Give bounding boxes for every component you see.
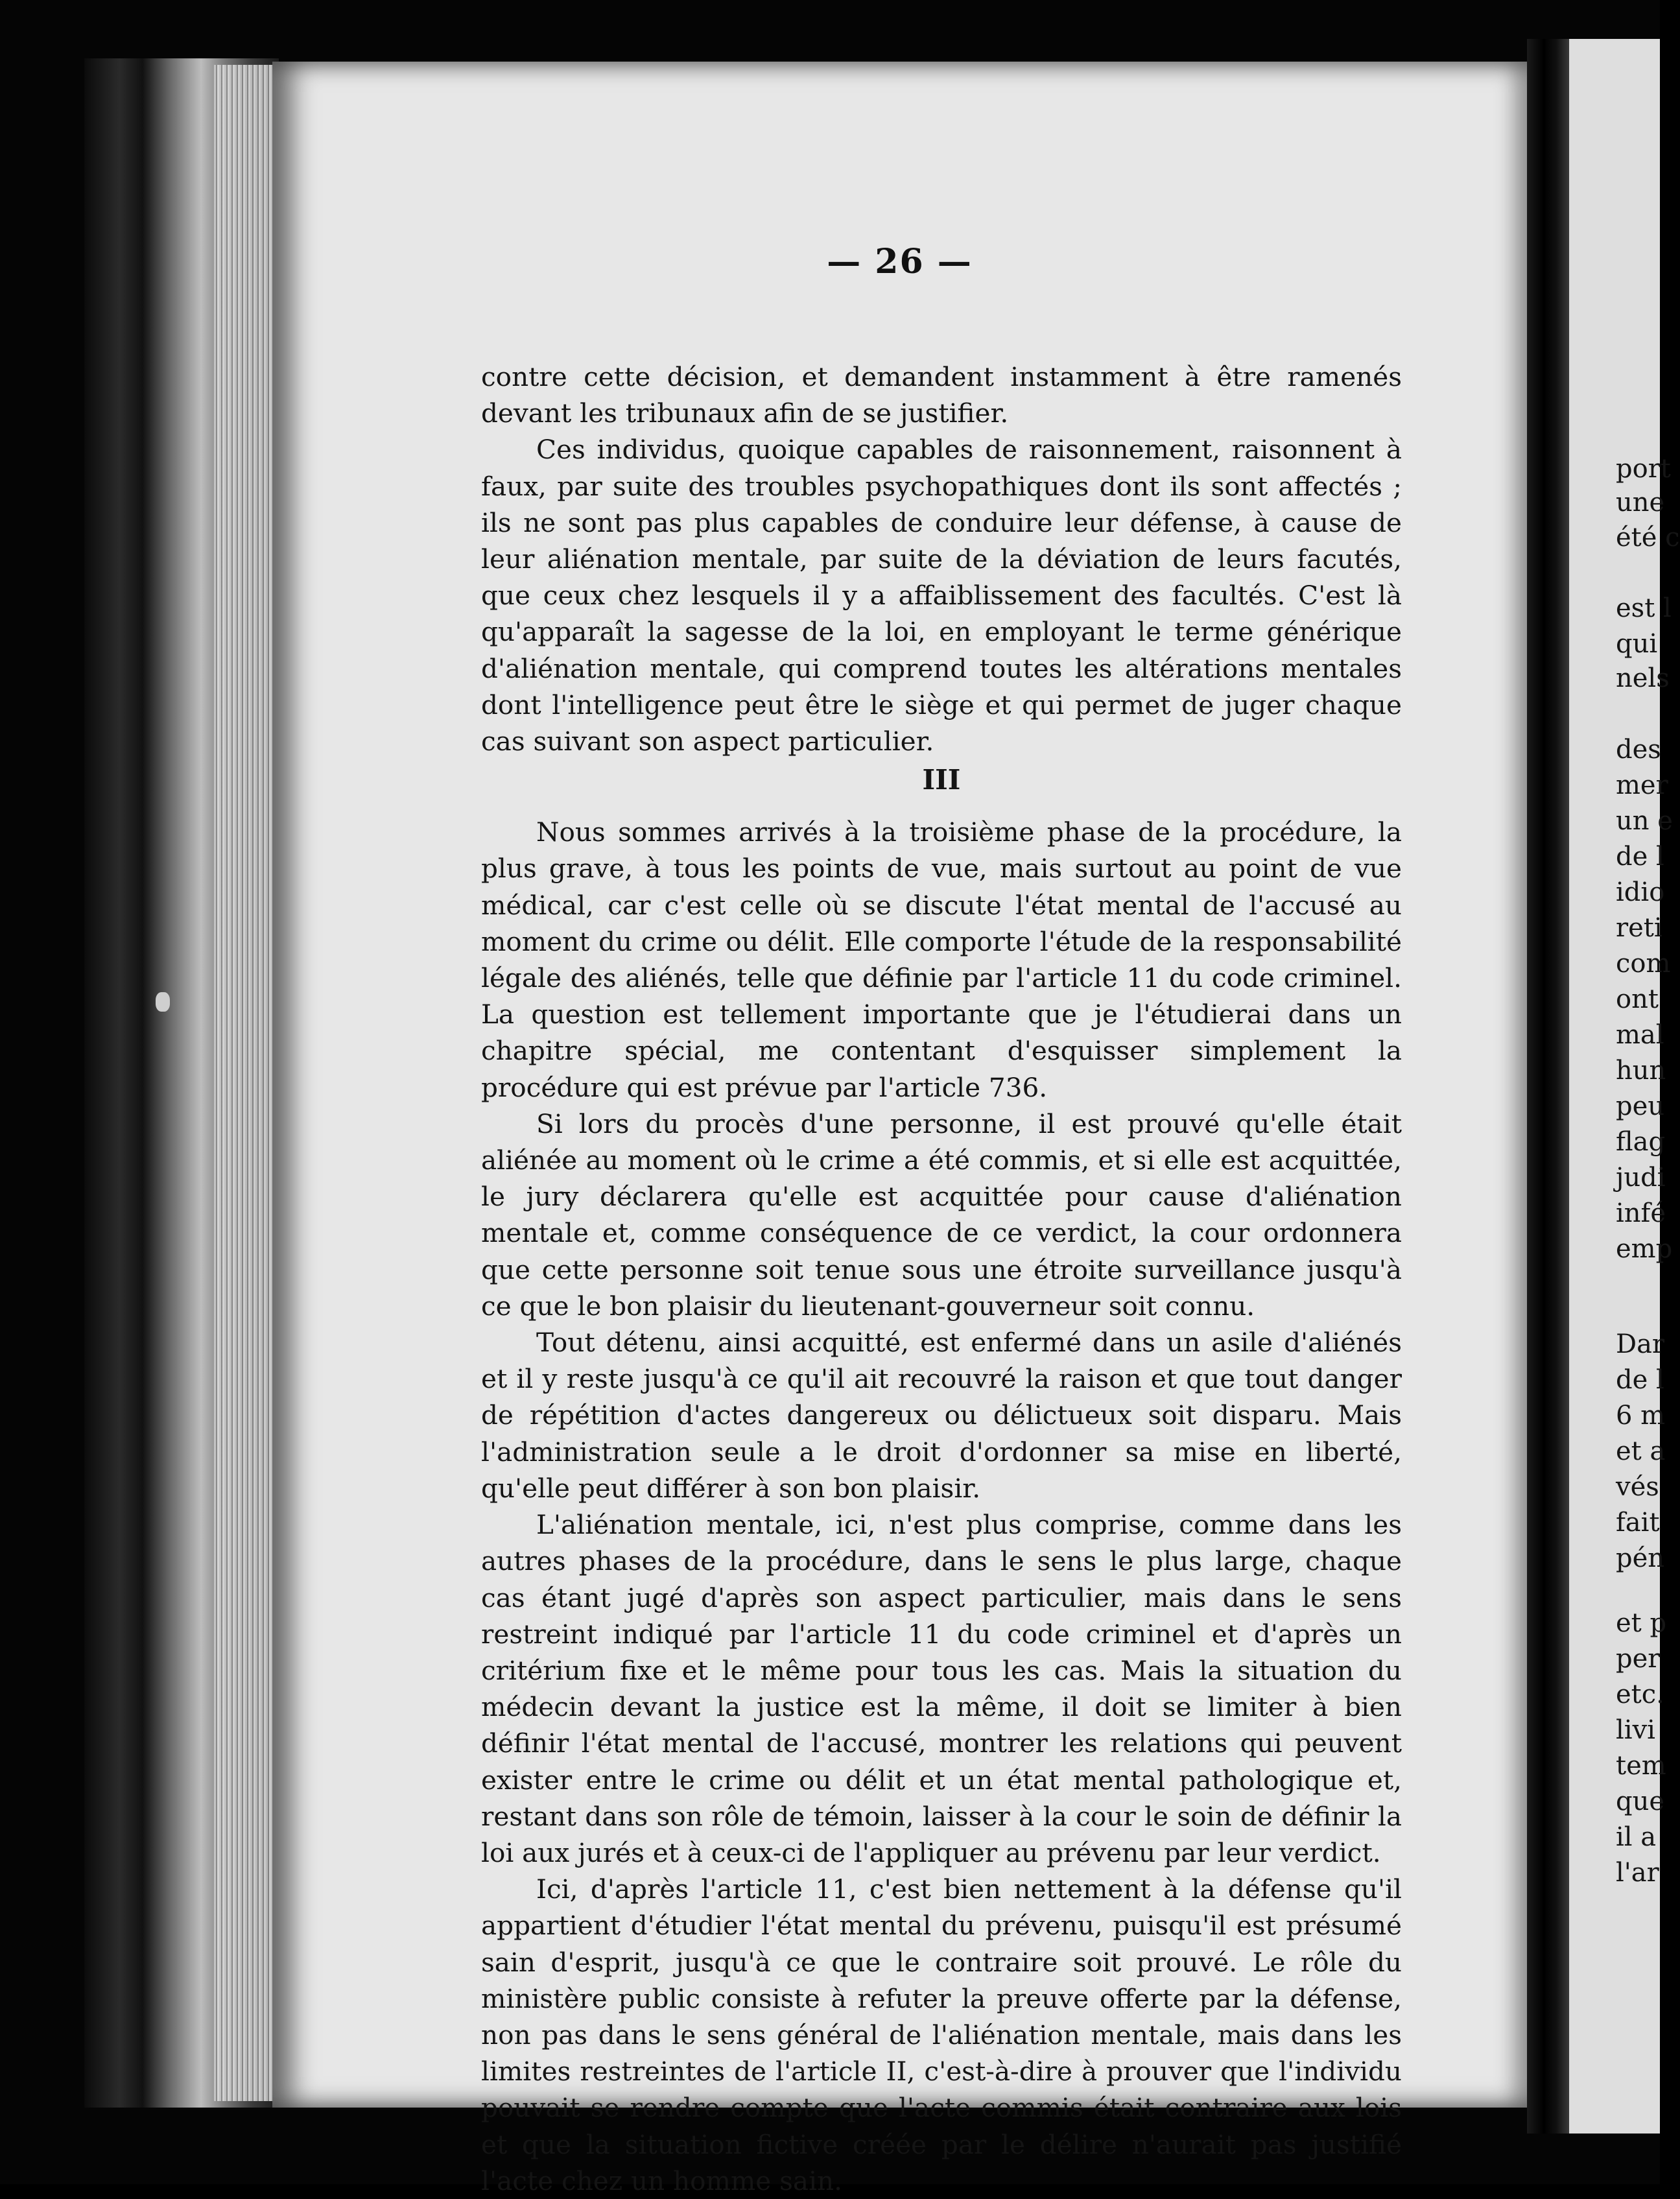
adjacent-page-fragment: de l xyxy=(1616,1365,1664,1395)
adjacent-page-fragment: que xyxy=(1616,1787,1665,1816)
adjacent-page-fragment: pén xyxy=(1616,1543,1665,1573)
paragraph: Si lors du procès d'une personne, il est prouvé qu'elle était aliénée au moment où le crime a été commis, et si elle est acquittée, le jury déclarera qu'elle est acquittée pour cause d'aliénation mentale et, comme conséquence de ce verdict, la cour ordonnera que cette personne soit tenue sous une étroite surveillance jusqu'à ce que le bon plaisir du lieutenant-gouverneur soit connu. xyxy=(481,1108,1402,1322)
adjacent-page-fragment: tem xyxy=(1616,1751,1666,1781)
adjacent-page-fragment: etc. xyxy=(1616,1680,1664,1709)
adjacent-page-fragment: emp xyxy=(1616,1234,1673,1264)
adjacent-page-fragment: de l xyxy=(1616,842,1664,872)
adjacent-page-fragment: reti xyxy=(1616,913,1662,943)
page-body xyxy=(481,359,1402,2199)
paragraph: Nous sommes arrivés à la troisième phase de la procédure, la plus grave, à tous les points de vue, mais surtout au point de vue médical, car c'est celle où se discute l'état mental de l'accusé au moment du crime ou délit. Elle comporte l'étude de la responsabilité légale des aliénés, telle que définie par l'article 11 du code criminel. La question est tellement importante que je l'étudierai dans un chapitre spécial, me contentant d'esquisser simplement la procédure qui est prévue par l'article 736. xyxy=(481,816,1402,1103)
paragraph: Tout détenu, ainsi acquitté, est enfermé dans un asile d'aliénés et il y reste jusqu'à ce qu'il ait recouvré la raison et que tout danger de répétition d'actes dangereux ou délictueux soit disparu. Mais l'administration seule a le droit d'ordonner sa mise en liberté, qu'elle peut différer à son bon plaisir. xyxy=(481,1327,1402,1504)
adjacent-page-fragment: mal xyxy=(1616,1020,1664,1050)
adjacent-page-fragment: et a xyxy=(1616,1436,1666,1466)
adjacent-page-fragment: Dar xyxy=(1616,1329,1665,1359)
paragraph: L'aliénation mentale, ici, n'est plus comprise, comme dans les autres phases de la procédure, dans le sens le plus large, chaque cas étant jugé d'après son aspect particulier, mais dans le sens restreint indiqué par l'article 11 du code criminel et d'après un critérium fixe et le même pour tous les cas. Mais la situation du médecin devant la justice est la même, il doit se limiter à bien définir l'état mental de l'accusé, montrer les relations qui peuvent exister entre le crime ou délit et un état mental pathologique et, restant dans son rôle de témoin, laisser à la cour le soin de définir la loi aux jurés et à ceux-ci de l'appliquer au prévenu par leur verdict. xyxy=(481,1509,1402,1868)
adjacent-page-fragment: per xyxy=(1616,1644,1661,1674)
adjacent-page-fragment: judi xyxy=(1616,1163,1666,1193)
adjacent-page-fragment: 6 m xyxy=(1616,1401,1666,1431)
adjacent-page-fragment: flag xyxy=(1616,1127,1666,1157)
adjacent-page-fragment: hun xyxy=(1616,1056,1666,1086)
paragraph: Ces individus, quoique capables de raisonnement, raisonnent à faux, par suite des troubles psychopathiques dont ils sont affectés ; ils ne sont pas plus capables de conduire leur défense, à cause de leur aliénation mentale, par suite de la déviation de leurs facutés, que ceux chez lesquels il y a affaiblissement des facultés. C'est là qu'apparaît la sagesse de la loi, en employant le terme générique d'aliénation mentale, qui comprend toutes les altérations mentales dont l'intelligence peut être le siège et qui permet de juger chaque cas suivant son aspect particulier. xyxy=(481,434,1402,757)
page-edges xyxy=(214,65,272,2101)
paragraph-continuation: contre cette décision, et demandent instamment à être ramenés devant les tribunaux afin de se justifier. xyxy=(481,361,1402,429)
adjacent-page-fragment: été c xyxy=(1616,523,1680,553)
adjacent-page-fragment: l'ar xyxy=(1616,1858,1659,1888)
adjacent-page-fragment: est l xyxy=(1616,593,1672,623)
adjacent-page-fragment: mer xyxy=(1616,770,1668,800)
section-heading: III xyxy=(922,764,961,796)
page-number: — 26 — xyxy=(827,242,973,281)
adjacent-page-fragment: un e xyxy=(1616,806,1673,836)
scan-artifact xyxy=(156,992,170,1012)
adjacent-page-fragment: fait xyxy=(1616,1508,1660,1538)
paragraph: Ici, d'après l'article 11, c'est bien nettement à la défense qu'il appartient d'étudier l'état mental du prévenu, puisqu'il est présumé sain d'esprit, jusqu'à ce que le contraire soit prouvé. Le rôle du ministère public consiste à refuter la preuve offerte par la défense, non pas dans le sens général de l'aliénation mentale, mais dans les limites restreintes de l'article II, c'est-à-dire à prouver que l'individu pouvait se rendre compte que l'acte commis était contraire aux lois et que la situation fictive créée par le délire n'aurait pas justifié l'acte chez un homme sain. xyxy=(481,1873,1402,2196)
adjacent-page-fragment: nels xyxy=(1616,663,1670,693)
adjacent-page-fragment: port xyxy=(1616,454,1671,484)
adjacent-page-fragment: des xyxy=(1616,735,1661,765)
adjacent-page-fragment: livi xyxy=(1616,1715,1655,1745)
adjacent-page xyxy=(1569,39,1660,2134)
adjacent-page-fragment: com xyxy=(1616,949,1671,979)
adjacent-page-fragment: peu xyxy=(1616,1091,1665,1121)
adjacent-page-fragment: ont xyxy=(1616,984,1659,1014)
book-gutter xyxy=(1527,39,1569,2134)
adjacent-page-fragment: infé xyxy=(1616,1198,1666,1228)
adjacent-page-fragment: idio xyxy=(1616,877,1665,907)
adjacent-page-fragment: vés xyxy=(1616,1472,1659,1502)
adjacent-page-fragment: il a xyxy=(1616,1822,1657,1852)
adjacent-page-fragment: et p xyxy=(1616,1608,1667,1638)
adjacent-page-fragment: une xyxy=(1616,488,1665,517)
book-page xyxy=(272,62,1527,2196)
adjacent-page-fragment: qui xyxy=(1616,629,1658,659)
